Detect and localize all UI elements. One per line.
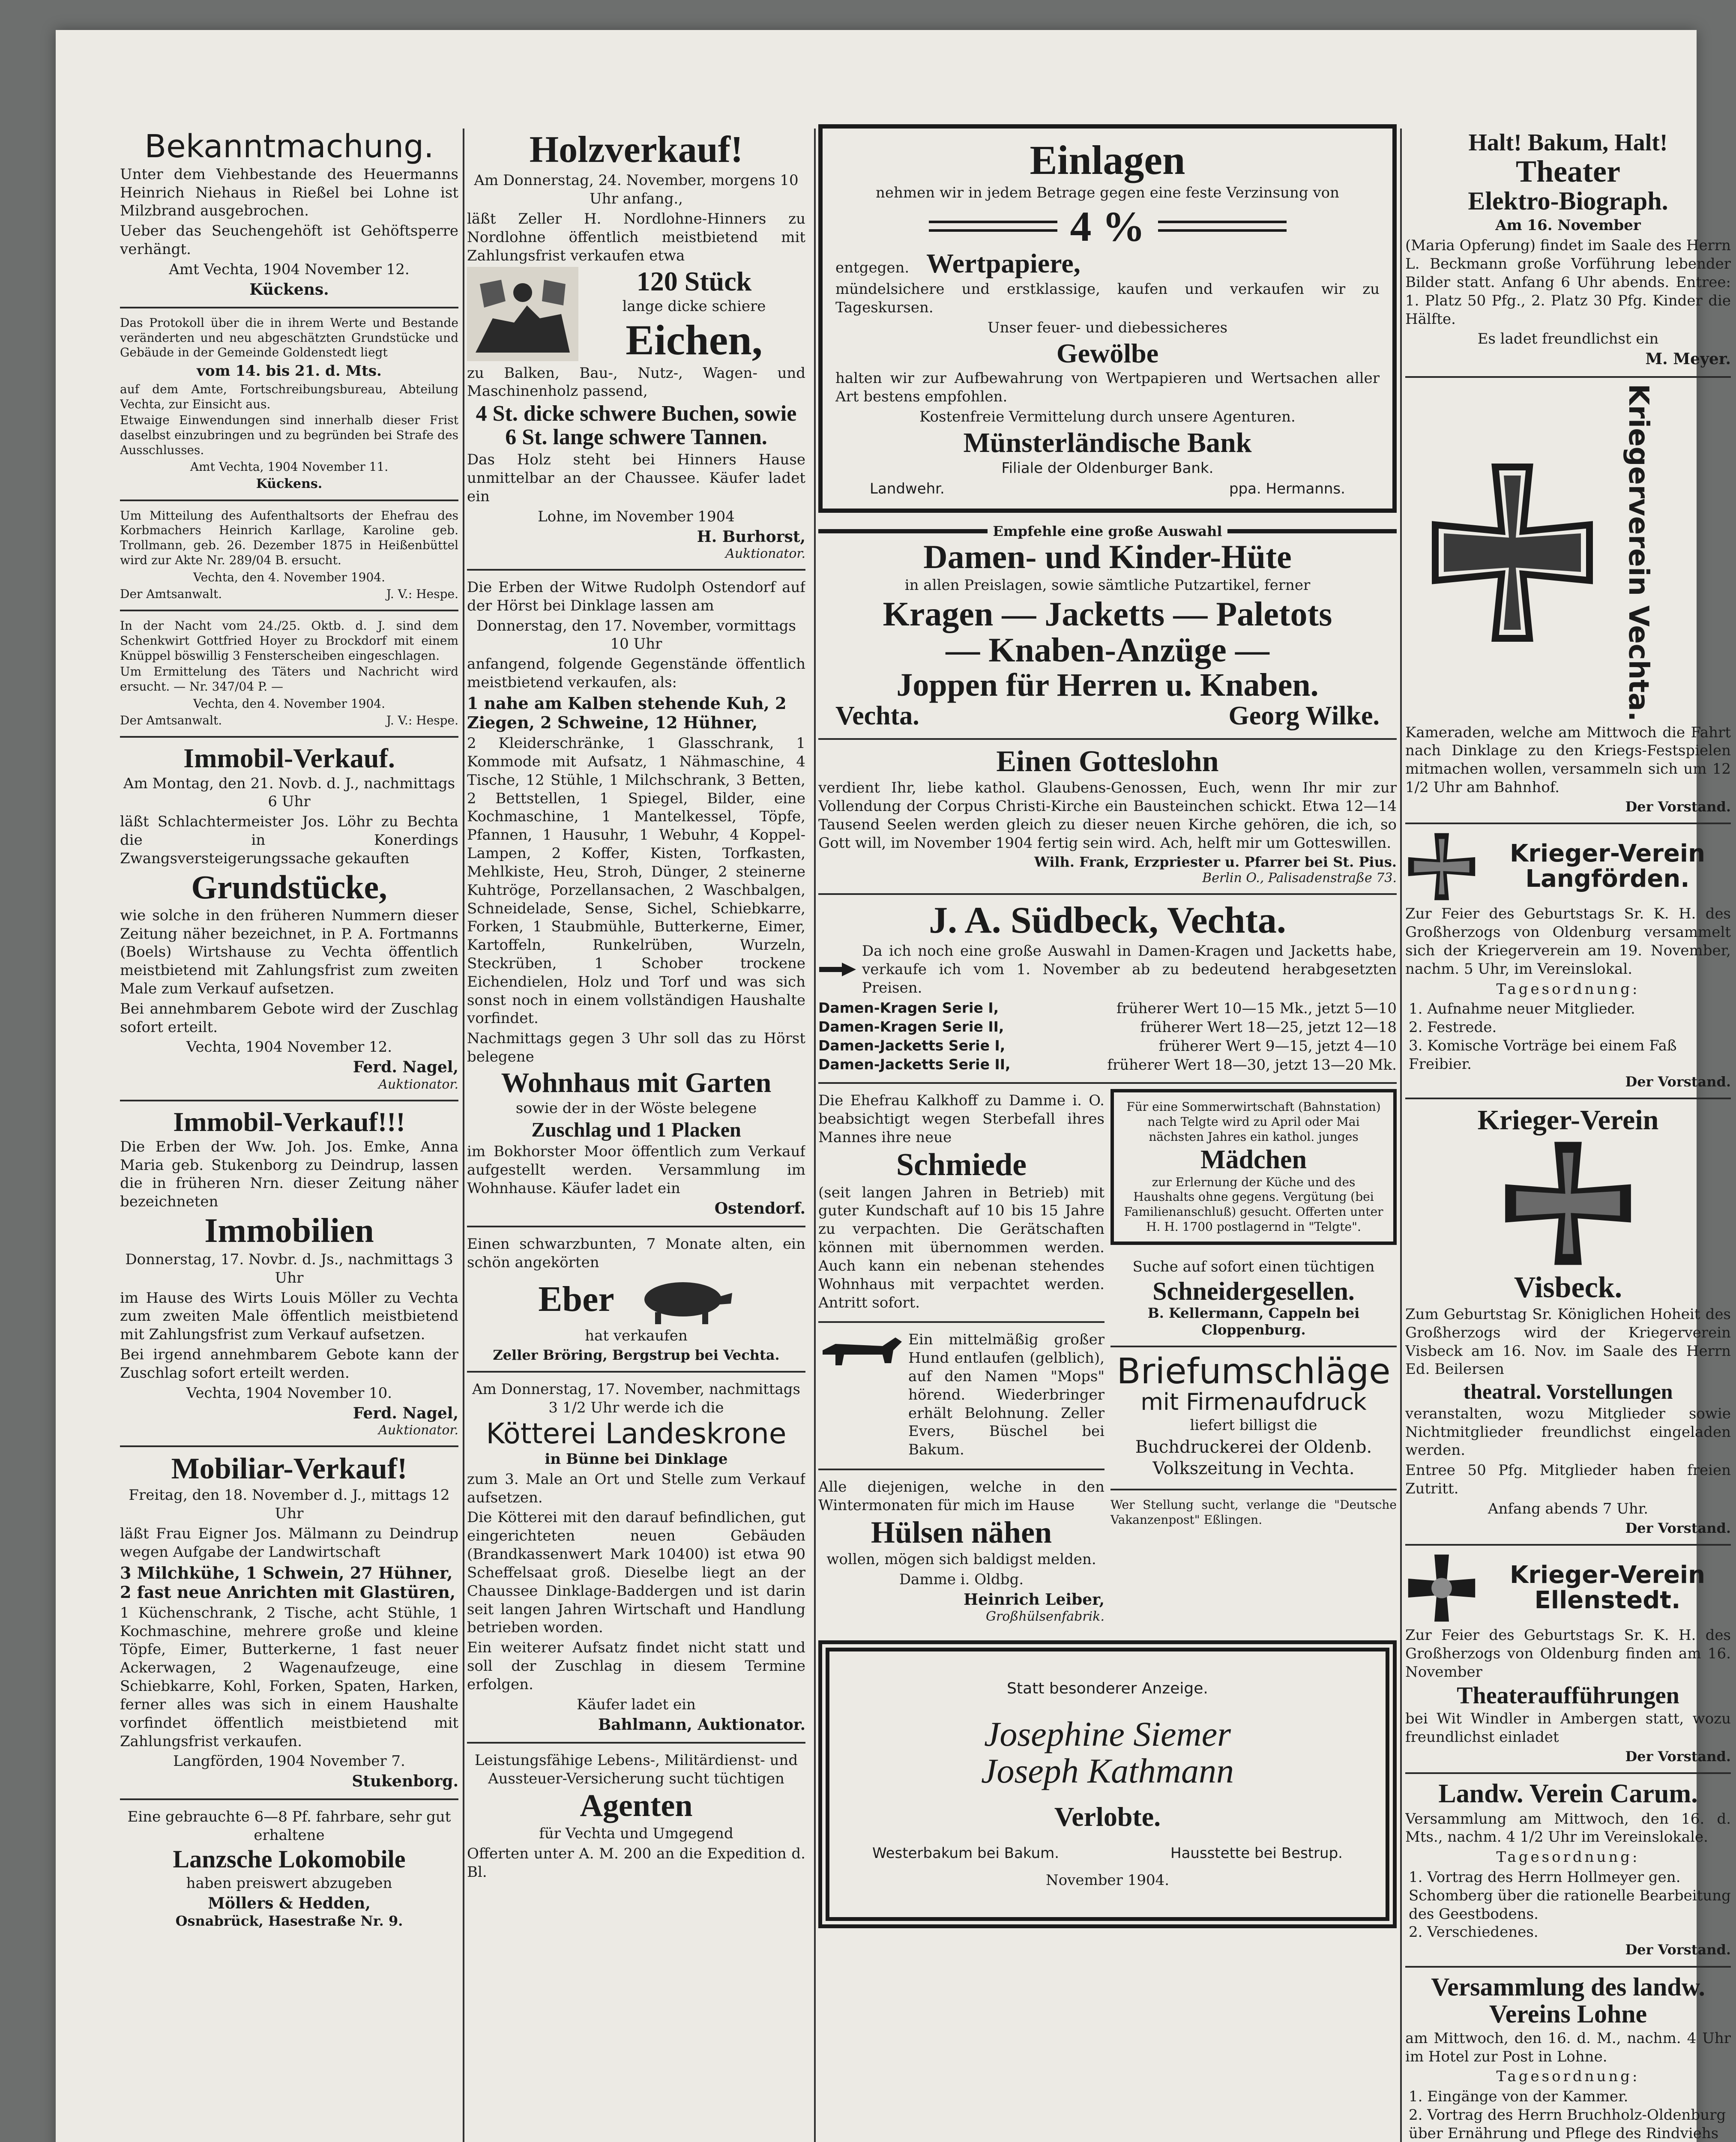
ad-title: Krieger-Verein xyxy=(1477,1104,1659,1136)
ad-text: Alle diejenigen, welche in den Wintermonaten für mich im Hause xyxy=(818,1478,1104,1514)
ad-signature: B. Kellermann, Cappeln bei Cloppenburg. xyxy=(1147,1305,1360,1338)
ad-headline: Mädchen xyxy=(1200,1145,1307,1174)
ad-signature: M. Meyer. xyxy=(1645,350,1731,368)
ad-immobil-verkauf-2 xyxy=(120,1101,458,1447)
ad-signature: Der Vorstand. xyxy=(1625,1073,1731,1090)
ad-signature: J. V.: Hespe. xyxy=(386,586,458,601)
ad-text: anfangend, folgende Gegenstände öffentlich meistbietend verkaufen, als: xyxy=(467,655,805,691)
ad-text: Kostenfreie Vermittelung durch unsere Agenturen. xyxy=(919,408,1296,425)
ad-place: Amt Vechta, 1904 November 12. xyxy=(169,260,410,278)
ad-text: Etwaige Einwendungen sind innerhalb dieser Frist daselbst einzubringen und zu begründen bei Strafe des Ausschlusses. xyxy=(120,413,458,457)
ad-text: Für eine Sommerwirtschaft (Bahnstation) nach Telgte wird zu April oder Mai nächsten Jahres ein kathol. junges xyxy=(1126,1100,1381,1144)
ad-text: Zum Geburtstag Sr. Königlichen Hoheit des Großherzogs wird der Kriegerverein Visbeck am 16. Nov. im Saale des Herrn Ed. Beilersen xyxy=(1405,1305,1731,1378)
ad-place: Amt Vechta, 1904 November 11. xyxy=(190,460,389,474)
price-item: Damen-Jacketts Serie I, xyxy=(818,1037,1006,1054)
ad-holzverkauf xyxy=(467,124,805,571)
ads-left xyxy=(818,1084,1104,1632)
ad-text: Eine gebrauchte 6—8 Pf. fahrbare, sehr gut erhaltene xyxy=(127,1808,451,1844)
ad-title: Damen- und Kinder-Hüte xyxy=(923,538,1292,575)
agenda-item: 1. Vortrag des Herrn Hollmeyer gen. Schomberg über die rationelle Bearbeitung des Geestbodens. xyxy=(1409,1868,1731,1923)
ad-text: Versammlung am Mittwoch, den 16. d. Mts., nachm. 4 1/2 Uhr im Vereinslokale. xyxy=(1405,1810,1731,1846)
price-value: früherer Wert 9—15, jetzt 4—10 xyxy=(1158,1037,1397,1055)
ad-text: lange dicke schiere xyxy=(622,297,766,315)
ad-text: auf dem Amte, Fortschreibungsbureau, Abteilung Vechta, zur Einsicht aus. xyxy=(120,382,458,411)
groom-place: Hausstette bei Bestrup. xyxy=(1170,1844,1343,1862)
ad-telgte xyxy=(1110,1089,1397,1245)
ad-text: Buchdruckerei der Oldenb. Volkszeitung in Vechta. xyxy=(1135,1437,1372,1479)
ad-lokomobile xyxy=(120,1800,458,1937)
ad-signature: Georg Wilke. xyxy=(1228,701,1380,731)
newspaper-page xyxy=(56,30,1731,2142)
ad-signature: Wilh. Frank, Erzpriester u. Pfarrer bei St. Pius. xyxy=(1034,854,1397,871)
ad-headline: Schneidergesellen. xyxy=(1152,1277,1355,1306)
ad-kriegerverein-vechta xyxy=(1405,378,1731,824)
ad-date: Donnerstag, den 17. November, vormittags 10 Uhr xyxy=(476,617,796,653)
ad-text: Zur Feier des Geburtstags Sr. K. H. des Großherzogs von Oldenburg finden am 16. November xyxy=(1405,1627,1731,1681)
ad-landw-verein-lohne xyxy=(1405,1968,1731,2142)
ad-headline: — Knaben-Anzüge — xyxy=(946,631,1269,669)
ad-signature-sub: Auktionator. xyxy=(378,1422,458,1438)
ad-headline: theatral. Vorstellungen xyxy=(1463,1379,1673,1404)
ad-text: Die Erben der Ww. Joh. Jos. Emke, Anna Maria geb. Stukenborg zu Deindrup, lassen die in früheren Nrn. dieser Zeitung näher bezeichneten xyxy=(120,1138,458,1211)
ad-headline: 6 St. lange schwere Tannen. xyxy=(505,425,767,449)
ad-signature: Stukenborg. xyxy=(352,1772,458,1791)
decorative-rule xyxy=(1227,529,1397,533)
ad-text: In der Nacht vom 24./25. Oktb. d. J. sind dem Schenkwirt Gottfried Hoyer zu Brockdorf mit einem Knüppel böswillig 3 Fensterscheiben eingeschlagen. xyxy=(120,619,458,663)
ad-huelsen xyxy=(818,1470,1104,1632)
ad-signature-sub: Auktionator. xyxy=(725,546,805,561)
iron-cross-icon xyxy=(1405,1552,1478,1624)
ad-text: Offerten unter A. M. 200 an die Expedition d. Bl. xyxy=(467,1845,805,1881)
ad-text: Leistungsfähige Lebens-, Militärdienst- und Aussteuer-Versicherung sucht tüchtigen xyxy=(474,1751,798,1787)
price-value: früherer Wert 10—15 Mk., jetzt 5—10 xyxy=(1116,999,1397,1017)
ad-headline: Zuschlag und 1 Placken xyxy=(531,1119,741,1142)
ad-date: Am Donnerstag, 24. November, morgens 10 Uhr anfang., xyxy=(474,172,799,208)
column-rule xyxy=(814,129,816,2142)
ad-text: im Bokhorster Moor öffentlich zum Verkauf aufgestellt werden. Versammlung im Wohnhause. Käufer ladet ein xyxy=(467,1143,805,1197)
ad-kriegerverein-visbeck xyxy=(1405,1099,1731,1546)
iron-cross-icon xyxy=(1405,830,1478,903)
ad-headline: Schmiede xyxy=(896,1147,1027,1182)
ad-text: läßt Zeller H. Nordlohne-Hinners zu Nordlohne öffentlich meistbietend mit Zahlungsfrist verkaufen etwa xyxy=(467,210,805,264)
ad-headline-row xyxy=(467,1274,805,1325)
ad-text: Die Erben der Witwe Rudolph Ostendorf auf der Hörst bei Dinklage lassen am xyxy=(467,578,805,614)
ad-signature-row xyxy=(818,702,1397,730)
agenda-item: 3. Komische Vorträge bei einem Faß Freibier. xyxy=(1409,1037,1677,1073)
ad-headline: Immobilien xyxy=(204,1212,374,1250)
ad-signature: Ostendorf. xyxy=(714,1199,805,1218)
ad-title: Versammlung des landw. Vereins Lohne xyxy=(1431,1972,1705,2028)
ad-items: 2 Kleiderschränke, 1 Glasschrank, 1 Kommode mit Aufsatz, 1 Nähmaschine, 4 Tische, 12 Stühle, 1 Milchschrank, 3 Betten, 2 Bettstellen, 1 Spiegel, Bilder, eine Kochmaschine, 1 Mantelkessel, Töpfe, Pfannen, 1 Hausuhr, 1 Webuhr, 4 Koppel-Lampen, 2 Koffer, Kisten, Torfkasten, Mehlkiste, Heu, Stroh, Dünger, 2 steinerne Kuhtröge, Porzellansachen, 2 Waschbalgen, Schneidelade, Sense, Sichel, Schiebkarre, Forken, 1 Staubmühle, Butterkerne, Eimer, Kartoffeln, Runkelrüben, Wurzeln, Steckrüben, 1 Schober trockene Eichendielen, Holz und Torf und was sich sonst noch in einem vollständigen Haushalte vorfindet. xyxy=(467,735,805,1027)
ad-row xyxy=(1405,830,1731,903)
place-row xyxy=(847,1844,1368,1863)
decorative-rule xyxy=(929,221,1057,232)
ad-signature-sub: Berlin O., Palisadenstraße 73. xyxy=(1202,870,1397,886)
ad-text: hat verkaufen xyxy=(585,1327,688,1344)
ad-text: Es ladet freundlichst ein xyxy=(1477,330,1659,348)
ad-date: Am Montag, den 21. Novb. d. J., nachmittags 6 Uhr xyxy=(123,775,455,811)
price-table xyxy=(818,999,1397,1075)
ad-nacht xyxy=(120,611,458,738)
groom-name: Joseph Kathmann xyxy=(981,1751,1234,1790)
ad-signature: Ferd. Nagel, xyxy=(353,1058,458,1077)
ad-agenten xyxy=(467,1744,805,1891)
ad-headline: Joppen für Herren u. Knaben. xyxy=(896,667,1319,703)
ad-text: Um Mitteilung des Aufenthaltsorts der Ehefrau des Korbmachers Heinrich Karllage, Karoline geb. Trollmann, geb. 26. Dezember 1875 in Heißenbüttel wird zur Akte Nr. 289/04 B. ersucht. xyxy=(120,508,458,567)
ad-text: bei Wit Windler in Ambergen statt, wozu freundlichst einladet xyxy=(1405,1710,1731,1746)
ad-headline: Wohnhaus mit Garten xyxy=(501,1067,772,1098)
ad-text: Einen schwarzbunten, 7 Monate alten, ein schön angekörten xyxy=(467,1236,805,1271)
ad-signature: Der Vorstand. xyxy=(1625,1942,1731,1958)
ad-text: am Mittwoch, den 16. d. M., nachm. 4 Uhr im Hotel zur Post in Lohne. xyxy=(1405,2029,1731,2065)
ad-date: Donnerstag, 17. Novbr. d. Js., nachmittags 3 Uhr xyxy=(125,1251,453,1286)
ad-signature-sub: Auktionator. xyxy=(378,1077,458,1092)
column-2 xyxy=(467,124,805,1891)
ad-text: zu Balken, Bau-, Nutz-, Wagen- und Maschinenholz passend, xyxy=(467,364,805,400)
ad-koetterei xyxy=(467,1373,805,1744)
ad-place: Vechta, den 4. November 1904. xyxy=(193,696,385,711)
ad-title: Krieger-Verein Ellenstedt. xyxy=(1510,1561,1705,1615)
ad-text: Unter dem Viehbestande des Heuermanns Heinrich Niehaus in Rießel bei Lohne ist Milzbrand ausgebrochen. xyxy=(120,165,458,220)
ad-signature: Der Amtsanwalt. xyxy=(120,713,222,728)
ad-text: mündelsichere und erstklassige, kaufen und verkaufen wir zu Tageskursen. xyxy=(835,281,1380,317)
ad-title: Bekanntmachung. xyxy=(144,128,434,165)
ad-location: in Bünne bei Dinklage xyxy=(545,1450,728,1468)
ad-headline: 120 Stück xyxy=(636,266,752,296)
ad-signature: Der Amtsanwalt. xyxy=(120,586,222,601)
ad-text: Käufer ladet ein xyxy=(577,1696,696,1713)
ad-text: halten wir zur Aufbewahrung von Wertpapieren und Wertsachen aller Art bestens empfohlen. xyxy=(835,370,1380,405)
ad-headline: Agenten xyxy=(580,1788,693,1824)
ad-schmiede xyxy=(818,1084,1104,1323)
column-3 xyxy=(818,124,1397,1928)
ad-signature: Der Vorstand. xyxy=(1625,798,1731,815)
ad-text: Ueber das Seuchengehöft ist Gehöftsperre verhängt. xyxy=(120,222,458,258)
ad-text: Zur Feier des Geburtstags Sr. K. H. des Großherzogs von Oldenburg versammelt sich der Kriegerverein am 19. November, nachm. 5 Uhr, im Vereinslokal. xyxy=(1405,905,1731,978)
ad-text: für Vechta und Umgegend xyxy=(539,1825,733,1843)
price-row xyxy=(818,999,1397,1018)
ad-text: Entree 50 Pfg. Mitglieder haben freien Zutritt. xyxy=(1405,1462,1731,1498)
ad-items-bold: 3 Milchkühe, 1 Schwein, 27 Hühner, 2 fast neue Anrichten mit Glastüren, xyxy=(120,1563,456,1602)
ad-place: Vechta, 1904 November 12. xyxy=(186,1038,392,1056)
ad-date: vom 14. bis 21. d. Mts. xyxy=(197,362,382,380)
ad-woodcut-block xyxy=(467,267,805,362)
ad-signature-row xyxy=(120,586,458,602)
ad-headline: Gewölbe xyxy=(1056,338,1159,368)
ad-text: Unser feuer- und diebessicheres xyxy=(987,319,1228,337)
price-row xyxy=(818,1056,1397,1074)
ad-signature: J. V.: Hespe. xyxy=(386,713,458,728)
agenda-item: 1. Eingänge von der Kammer. xyxy=(1409,2088,1628,2106)
ad-items-bold: 1 nahe am Kalben stehende Kuh, 2 Ziegen, 2 Schweine, 12 Hühner, xyxy=(467,693,787,733)
ad-text: Das Holz steht bei Hinners Hause unmittelbar an der Chaussee. Käufer ladet ein xyxy=(467,451,805,506)
announcement-header: Statt besonderer Anzeige. xyxy=(1007,1680,1208,1698)
ad-text: sowie der in der Wöste belegene xyxy=(515,1100,757,1117)
ad-title: Krieger-Verein Langförden. xyxy=(1510,840,1705,893)
horseman-woodcut-icon xyxy=(467,267,578,361)
ad-text: Suche auf sofort einen tüchtigen xyxy=(1132,1258,1375,1276)
agenda-title: Tagesordnung: xyxy=(1496,1849,1640,1866)
ad-row xyxy=(1405,384,1731,721)
ad-immobil-verkauf-1 xyxy=(120,738,458,1101)
ad-text: (seit langen Jahren in Betrieb) mit guter Kundschaft auf 10 bis 15 Jahre zu verpachten. Die Gerätschaften können mit übernommen werden. Auch kann ein nebenan stehendes Wohnhaus mit verpachtet werden. Antritt sofort. xyxy=(818,1184,1104,1311)
ad-kriegerverein-langfoerden xyxy=(1405,824,1731,1099)
ad-text: Wer Stellung sucht, verlange die "Deutsche Vakanzenpost" Eßlingen. xyxy=(1110,1498,1397,1527)
ad-briefumschlaege xyxy=(1110,1347,1397,1490)
bank-name: Münsterländische Bank xyxy=(963,427,1252,458)
ad-suedbeck xyxy=(818,895,1397,1084)
ad-text: Anfang abends 7 Uhr. xyxy=(1488,1500,1649,1517)
ad-text: verdient Ihr, liebe kathol. Glaubens-Genossen, Euch, wenn Ihr mir zur Vollendung der Corpus Christi-Kirche ein Bausteinchen schickt. Etwa 12—14 Tausend Seelen werden gleich zu dieser neuen Kirche gehören, die ich, so Gott will, im November 1904 fertig sein wird. Ach, helft mir um Gotteswillen. xyxy=(818,779,1397,852)
ad-bekanntmachung xyxy=(120,124,458,308)
ad-signature: Landwehr. xyxy=(870,480,945,497)
ad-signature: Osnabrück, Hasestraße Nr. 9. xyxy=(175,1913,403,1930)
ad-headline: Kragen — Jacketts — Paletots xyxy=(883,595,1332,633)
ad-text: im Hause des Wirts Louis Möller zu Vechta zum zweiten Male öffentlich meistbietend mit Zahlungsfrist zum Verkauf aufsetzen. xyxy=(120,1289,458,1343)
ad-title: J. A. Südbeck, Vechta. xyxy=(929,899,1286,941)
ad-mobiliar-verkauf xyxy=(120,1447,458,1801)
rate-row xyxy=(835,204,1380,249)
vertical-title: Kriegerverein Vechta. xyxy=(1622,384,1655,722)
ad-date: Am 16. November xyxy=(1495,217,1641,234)
ad-text: Die Ehefrau Kalkhoff zu Damme i. O. beabsichtigt wegen Sterbefall ihres Mannes ihre neue xyxy=(818,1092,1104,1146)
announcement-word: Verlobte. xyxy=(1054,1801,1161,1832)
ad-text: entgegen. xyxy=(835,259,910,276)
price-row xyxy=(818,1037,1397,1056)
ad-text: Da ich noch eine große Auswahl in Damen-Kragen und Jacketts habe, verkaufe ich vom 1. November ab zu bedeutend herabgesetzten Preisen. xyxy=(862,942,1397,996)
ad-signature: Möllers & Hedden, xyxy=(208,1894,371,1912)
engagement-announcement xyxy=(818,1640,1397,1928)
column-4 xyxy=(1405,124,1731,2142)
ad-signature: Heinrich Leiber, xyxy=(964,1591,1104,1609)
price-item: Damen-Kragen Serie II, xyxy=(818,1018,1004,1035)
ad-signature-sub: Großhülsenfabrik. xyxy=(986,1609,1104,1624)
ad-headline: Lanzsche Lokomobile xyxy=(173,1845,406,1873)
ad-text: Nachmittags gegen 3 Uhr soll das zu Hörst belegene xyxy=(467,1030,805,1066)
ad-title: Einen Gotteslohn xyxy=(996,745,1219,778)
ad-place: Vechta, 1904 November 10. xyxy=(186,1384,392,1402)
ad-headline: Eber xyxy=(538,1279,614,1319)
ad-landw-verein-carum xyxy=(1405,1774,1731,1967)
ad-title: Landw. Verein Carum. xyxy=(1438,1779,1698,1809)
ad-text: wollen, mögen sich baldigst melden. xyxy=(826,1551,1096,1568)
ad-signature: Zeller Bröring, Bergstrup bei Vechta. xyxy=(493,1346,780,1363)
wp-row xyxy=(835,249,1380,279)
ad-headline: Elektro-Biograph. xyxy=(1468,187,1668,215)
ad-place: Damme i. Oldbg. xyxy=(899,1571,1024,1589)
ad-row xyxy=(1405,1552,1731,1624)
bank-branch: Filiale der Oldenburger Bank. xyxy=(1001,459,1214,477)
column-rule xyxy=(1400,129,1402,2142)
bride-name: Josephine Siemer xyxy=(984,1714,1231,1753)
ad-text: Bei annehmbarem Gebote wird der Zuschlag sofort erteilt. xyxy=(120,1000,458,1036)
ad-text: Ein mittelmäßig großer Hund entlaufen (gelblich), auf den Namen "Mops" hörend. Wiederbringer erhält Belohnung. Zeller Evers, Büschel bei Bakum. xyxy=(908,1331,1104,1459)
ad-signature-row xyxy=(835,479,1380,498)
ad-hund xyxy=(818,1323,1104,1470)
ad-text: Das Protokoll über die in ihrem Werte und Bestande veränderten und neu abgeschätzten Grundstücke und Gebäude in der Gemeinde Goldenstedt liegt xyxy=(120,315,458,360)
dog-icon xyxy=(818,1329,904,1372)
agenda-item: 2. Vortrag des Herrn Bruchholz-Oldenburg über Ernährung und Pflege des Rindviehs xyxy=(1409,2106,1726,2142)
ad-signature: H. Burhorst, xyxy=(697,527,805,546)
agenda-item: 2. Festrede. xyxy=(1409,1019,1497,1036)
ad-text: veranstalten, wozu Mitglieder sowie Nichtmitglieder freundlichst eingeladen werden. xyxy=(1405,1405,1731,1459)
ad-headline: mit Firmenaufdruck xyxy=(1140,1388,1367,1416)
ad-text: Ein weiterer Aufsatz findet nicht statt und soll der Zuschlag in diesem Termine erfolgen. xyxy=(467,1639,805,1693)
agenda-title: Tagesordnung: xyxy=(1496,980,1640,998)
agenda-title: Tagesordnung: xyxy=(1496,2068,1640,2085)
ad-text: zur Erlernung der Küche und des Haushalts ohne gegens. Vergütung (bei Familienanschluß) gesucht. Offerten unter H. H. 1700 postlagernd in "Telgte". xyxy=(1124,1175,1383,1234)
ad-mitteilung xyxy=(120,501,458,612)
ad-protokoll xyxy=(120,308,458,501)
ad-text: Kameraden, welche am Mittwoch die Fahrt nach Dinklage zu den Kriegs-Festspielen mitmachen wollen, versammeln sich um 12 1/2 Uhr am Bahnhof. xyxy=(1405,724,1731,796)
ad-headline: Wertpapiere, xyxy=(926,248,1081,278)
ad-signature: Vechta. xyxy=(835,701,919,731)
pointing-hand-icon xyxy=(818,961,857,978)
ad-date: Am Donnerstag, 17. November, nachmittags 3 1/2 Uhr werde ich die xyxy=(472,1381,800,1416)
price-item: Damen-Jacketts Serie II, xyxy=(818,1056,1011,1073)
ad-signature: Der Vorstand. xyxy=(1625,1748,1731,1765)
ad-text: zum 3. Male an Ort und Stelle zum Verkauf aufsetzen. xyxy=(467,1470,805,1506)
ad-row xyxy=(818,1329,1104,1461)
ads-split xyxy=(818,1084,1397,1632)
ad-vakanzenpost xyxy=(1110,1490,1397,1536)
iron-cross-icon xyxy=(1500,1139,1637,1268)
ad-top: Halt! Bakum, Halt! xyxy=(1468,129,1668,156)
ad-headline: Kötterei Landeskrone xyxy=(486,1417,787,1450)
ad-gotteslohn xyxy=(818,740,1397,895)
ad-title: Holzverkauf! xyxy=(529,129,743,171)
ad-schneider xyxy=(1110,1250,1397,1347)
ad-text: haben preiswert abzugeben xyxy=(186,1875,392,1892)
price-row xyxy=(818,1018,1397,1037)
interest-rate: 4 % xyxy=(1070,202,1145,250)
pig-icon xyxy=(632,1274,734,1325)
ad-title: Immobil-Verkauf. xyxy=(183,743,395,774)
ad-signature: Bahlmann, Auktionator. xyxy=(598,1715,805,1734)
ads-right xyxy=(1110,1084,1397,1632)
column-rule xyxy=(463,129,464,2142)
announcement-date: November 1904. xyxy=(1045,1872,1170,1889)
agenda-item: 2. Verschiedenes. xyxy=(1409,1924,1538,1941)
ad-text: Die Kötterei mit den darauf befindlichen, gut eingerichteten neuen Gebäuden (Brandkassenwert Mark 10400) ist etwa 90 Scheffelsaat groß. Dieselbe liegt an der Chaussee Dinklage-Baddergen und ist darin seit langen Jahren Wirtschaft und Handlung betrieben worden. xyxy=(467,1509,805,1636)
price-value: früherer Wert 18—25, jetzt 12—18 xyxy=(1140,1018,1397,1036)
ad-theater xyxy=(1405,124,1731,378)
ad-text-row xyxy=(818,940,1397,999)
ad-headline: Hülsen nähen xyxy=(871,1515,1052,1550)
ad-erben-ostendorf xyxy=(467,571,805,1227)
bride-place: Westerbakum bei Bakum. xyxy=(872,1844,1060,1862)
ad-signature: Ferd. Nagel, xyxy=(353,1404,458,1422)
ad-kriegerverein-ellenstedt xyxy=(1405,1546,1731,1774)
ad-signature: Kückens. xyxy=(249,280,329,299)
ad-signature-row xyxy=(120,713,458,728)
ad-text: läßt Frau Eigner Jos. Mälmann zu Deindrup wegen Aufgabe der Landwirtschaft xyxy=(120,1525,458,1561)
ad-title: Briefumschläge xyxy=(1116,1351,1391,1392)
ad-title: Einlagen xyxy=(1030,137,1185,183)
ad-place: Vechta, den 4. November 1904. xyxy=(193,570,385,584)
ad-text: läßt Schlachtermeister Jos. Löhr zu Bechta die in Konerdings Zwangsversteigerungssache gekauften xyxy=(120,813,458,867)
ad-text: nehmen wir in jedem Betrage gegen eine feste Verzinsung von xyxy=(875,184,1340,201)
ad-eber xyxy=(467,1227,805,1373)
ad-headline: Theateraufführungen xyxy=(1457,1682,1679,1709)
ad-signature: ppa. Hermanns. xyxy=(1229,480,1345,497)
ad-signature: Der Vorstand. xyxy=(1625,1520,1731,1536)
banner-text: Empfehle eine große Auswahl xyxy=(993,523,1222,539)
ad-text: liefert billigst die xyxy=(1190,1416,1317,1434)
price-value: früherer Wert 18—30, jetzt 13—20 Mk. xyxy=(1107,1056,1397,1074)
iron-cross-icon xyxy=(1405,463,1619,643)
ad-einlagen xyxy=(818,124,1397,513)
ad-title: Theater xyxy=(1516,154,1620,188)
ad-place-title: Visbeck. xyxy=(1514,1271,1622,1304)
ad-title: Immobil-Verkauf!!! xyxy=(173,1106,405,1137)
ad-headline: Grundstücke, xyxy=(191,868,387,906)
ad-place: Lohne, im November 1904 xyxy=(538,508,735,525)
ad-headline: 4 St. dicke schwere Buchen, sowie xyxy=(476,401,797,426)
ad-banner xyxy=(818,523,1397,539)
ad-text: (Maria Opferung) findet im Saale des Herrn L. Beckmann große Vorführung lebender Bilder statt. Anfang 6 Uhr abends. Entree: 1. Platz 50 Pfg., 2. Platz 30 Pfg. Kinder die Hälfte. xyxy=(1405,237,1731,328)
ad-wilke xyxy=(818,517,1397,740)
ad-text: wie solche in den früheren Nummern dieser Zeitung näher bezeichnet, in P. A. Fortmanns (Boels) Wirtshause zu Vechta öffentlich meistbietend mit Zahlungsfrist zum zweiten Male zum Verkauf aufsetzen. xyxy=(120,906,458,997)
column-1 xyxy=(120,124,458,1937)
ad-date: Freitag, den 18. November d. J., mittags 12 Uhr xyxy=(129,1487,450,1523)
ad-text: in allen Preislagen, sowie sämtliche Putzartikel, ferner xyxy=(904,576,1311,594)
ad-items: 1 Küchenschrank, 2 Tische, acht Stühle, 1 Kochmaschine, mehrere große und kleine Töpfe, Eimer, Butterkerne, 1 fast neuer Ackerwagen, 2 Wagenaufzeuge, eine Schiebkarre, Kohl, Forken, Spaten, Harken, ferner alles was sich in einem Haushalte vorfindet öffentlich meistbietend mit Zahlungsfrist verkaufen. xyxy=(120,1604,458,1750)
decorative-rule xyxy=(1158,221,1287,232)
ad-headline: Eichen, xyxy=(626,316,763,364)
ad-text: Um Ermittelung des Täters und Nachricht wird ersucht. — Nr. 347/04 P. — xyxy=(120,664,458,694)
ad-signature: Kückens. xyxy=(256,476,323,491)
price-item: Damen-Kragen Serie I, xyxy=(818,999,999,1016)
ad-place: Langförden, 1904 November 7. xyxy=(173,1753,405,1770)
agenda-item: 1. Aufnahme neuer Mitglieder. xyxy=(1409,1000,1635,1018)
ad-text: Bei irgend annehmbarem Gebote kann der Zuschlag sofort erteilt werden. xyxy=(120,1346,458,1382)
decorative-rule xyxy=(818,529,988,533)
ad-title: Mobiliar-Verkauf! xyxy=(171,1452,407,1485)
